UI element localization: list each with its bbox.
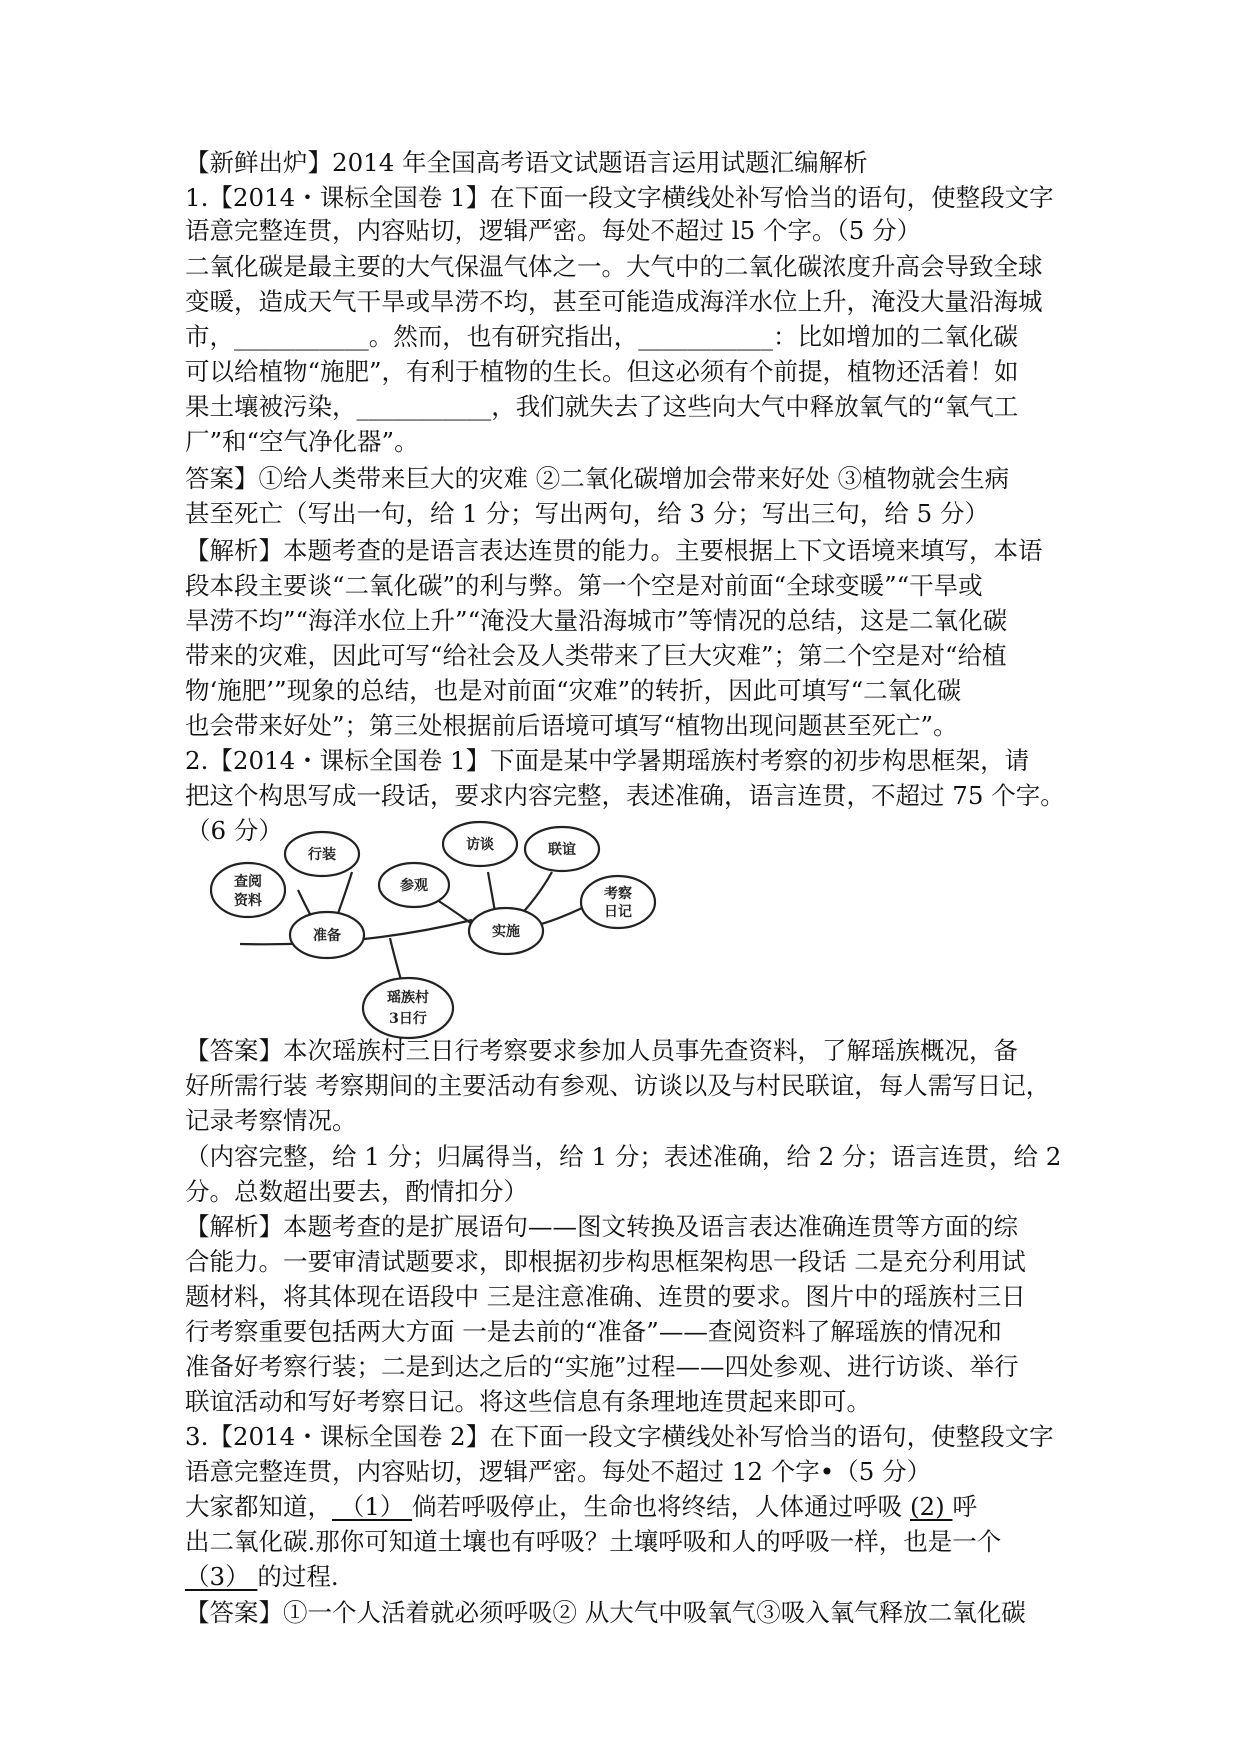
node-chayue-label-1: 查阅 <box>234 874 262 890</box>
q2-stem-line-3: （6 分） <box>186 816 283 845</box>
node-kaocha-label-2: 日记 <box>604 904 632 920</box>
q1-analysis-line-5: 物‘施肥’”现象的总结，也是对前面“灾难”的转折，因此可填写“二氧化碳 <box>185 676 962 705</box>
q3-blank-1: （1） <box>332 1492 413 1521</box>
q1-analysis-line-1: 【解析】本题考查的是语言表达连贯的能力。主要根据上下文语境来填写，本语 <box>185 536 1043 565</box>
q2-analysis-line-2: 合能力。一要审清试题要求，即根据初步构思框架构思一段话 二是充分利用试 <box>185 1247 1026 1276</box>
q1-stem-line-1: 1.【2014・课标全国卷 1】在下面一段文字横线处补写恰当的语句，使整段文字 <box>185 183 1054 212</box>
q1-answer-line-1: 答案】①给人类带来巨大的灾难 ②二氧化碳增加会带来好处 ③植物就会生病 <box>185 464 1010 493</box>
q1-passage-line-6: 厂”和“空气净化器”。 <box>185 427 419 456</box>
q2-analysis-line-4: 行考察重要包括两大方面 一是去前的“准备”——查阅资料了解瑶族的情况和 <box>185 1317 1002 1346</box>
q2-answer-line-1: 【答案】本次瑶族村三日行考察要求参加人员事先查资料，了解瑶族概况，备 <box>185 1036 1018 1065</box>
q2-answer-line-3: 记录考察情况。 <box>185 1106 357 1135</box>
q1-passage-line-3: 市，___________。然而，也有研究指出，___________：比如增加的二氧化碳 <box>185 322 1018 351</box>
node-root-label-1: 瑶族村 <box>387 990 429 1006</box>
q3-passage-text-a: 大家都知道， <box>185 1492 332 1521</box>
q2-analysis-line-5: 准备好考察行装；二是到达之后的“实施”过程——四处参观、进行访谈、举行 <box>185 1352 1019 1381</box>
q1-passage-line-5: 果土壤被污染，___________，我们就失去了这些向大气中释放氧气的“氧气工 <box>185 392 1019 421</box>
node-kaocha-label-1: 考察 <box>604 886 632 902</box>
q2-stem-line-1: 2.【2014・课标全国卷 1】下面是某中学暑期瑶族村考察的初步构思框架，请 <box>185 746 1030 775</box>
q3-answer-line: 【答案】①一个人活着就必须呼吸② 从大气中吸氧气③吸入氧气释放二氧化碳 <box>185 1598 1026 1627</box>
node-fangtan-label: 访谈 <box>466 837 494 853</box>
q3-blank-2: (2) <box>909 1492 953 1521</box>
node-xingzhuang-label: 行装 <box>308 847 336 863</box>
q2-stem-line-2: 把这个构思写成一段话，要求内容完整，表述准确，语言连贯，不超过 75 个字。 <box>185 781 1065 810</box>
node-canguan-label: 参观 <box>400 878 428 894</box>
node-lianyi-label: 联谊 <box>548 842 576 858</box>
q1-analysis-line-3: 旱涝不均”“海洋水位上升”“淹没大量沿海城市”等情况的总结，这是二氧化碳 <box>185 606 1008 635</box>
q1-analysis-line-2: 段本段主要谈“二氧化碳”的利与弊。第一个空是对前面“全球变暖”“干旱或 <box>185 571 983 600</box>
node-impl-label: 实施 <box>492 924 520 940</box>
node-prep-label: 准备 <box>313 928 341 944</box>
q3-passage-text-b: 倘若呼吸停止，生命也将终结，人体通过呼吸 <box>412 1492 910 1521</box>
q3-passage-line-3 <box>185 1561 1065 1593</box>
node-root-ellipse <box>363 978 453 1038</box>
q1-passage-line-2: 变暖，造成天气干旱或旱涝不均，甚至可能造成海洋水位上升，淹没大量沿海城 <box>185 287 1043 316</box>
q3-passage-text-c: 呼 <box>952 1492 977 1521</box>
q3-passage-line-2: 出二氧化碳.那你可知道土壤也有呼吸？土壤呼吸和人的呼吸一样，也是一个 <box>185 1527 1002 1556</box>
node-root-label-2: 3日行 <box>389 1011 427 1027</box>
q3-stem-line-2: 语意完整连贯，内容贴切，逻辑严密。每处不超过 12 个字•（5 分） <box>185 1457 932 1486</box>
q2-scoring-line-1: （内容完整，给 1 分；归属得当，给 1 分；表述准确，给 2 分；语言连贯，给 2 <box>185 1142 1062 1171</box>
document-title: 【新鲜出炉】2014 年全国高考语文试题语言运用试题汇编解析 <box>185 148 868 177</box>
q3-stem-line-1: 3.【2014・课标全国卷 2】在下面一段文字横线处补写恰当的语句，使整段文字 <box>185 1422 1054 1451</box>
q1-passage-line-1: 二氧化碳是最主要的大气保温气体之一。大气中的二氧化碳浓度升高会导致全球 <box>185 252 1043 281</box>
node-chayue-label-2: 资料 <box>234 893 262 909</box>
q1-passage-line-4: 可以给植物“施肥”，有利于植物的生长。但这必须有个前提，植物还活着！如 <box>185 357 1019 386</box>
q1-stem-line-2: 语意完整连贯，内容贴切，逻辑严密。每处不超过 l5 个字。（5 分） <box>185 216 922 245</box>
node-kaocha-ellipse <box>581 876 655 928</box>
q2-scoring-line-2: 分。总数超出要去，酌情扣分） <box>185 1177 528 1206</box>
q1-analysis-line-4: 带来的灾难，因此可写“给社会及人类带来了巨大灾难”；第二个空是对“给植 <box>185 641 1007 670</box>
q3-blank-3: （3） <box>185 1562 258 1591</box>
diagram-nodes <box>211 822 655 1038</box>
concept-map-diagram <box>200 810 680 1027</box>
q2-analysis-line-3: 题材料，将其体现在语段中 三是注意准确、连贯的要求。图片中的瑶族村三日 <box>185 1282 1026 1311</box>
q2-analysis-line-1: 【解析】本题考查的是扩展语句——图文转换及语言表达准确连贯等方面的综 <box>185 1212 1018 1241</box>
q1-analysis-line-6: 也会带来好处”；第三处根据前后语境可填写“植物出现问题甚至死亡”。 <box>185 711 958 740</box>
q3-passage-text-d: 的过程. <box>257 1562 339 1591</box>
q1-answer-line-2: 甚至死亡（写出一句，给 1 分；写出两句，给 3 分；写出三句，给 5 分） <box>185 499 989 528</box>
q2-analysis-line-6: 联谊活动和写好考察日记。将这些信息有条理地连贯起来即可。 <box>185 1387 871 1416</box>
q3-passage-line-1 <box>185 1491 1065 1523</box>
q2-answer-line-2: 好所需行装 考察期间的主要活动有参观、访谈以及与村民联谊，每人需写日记， <box>185 1071 1051 1100</box>
